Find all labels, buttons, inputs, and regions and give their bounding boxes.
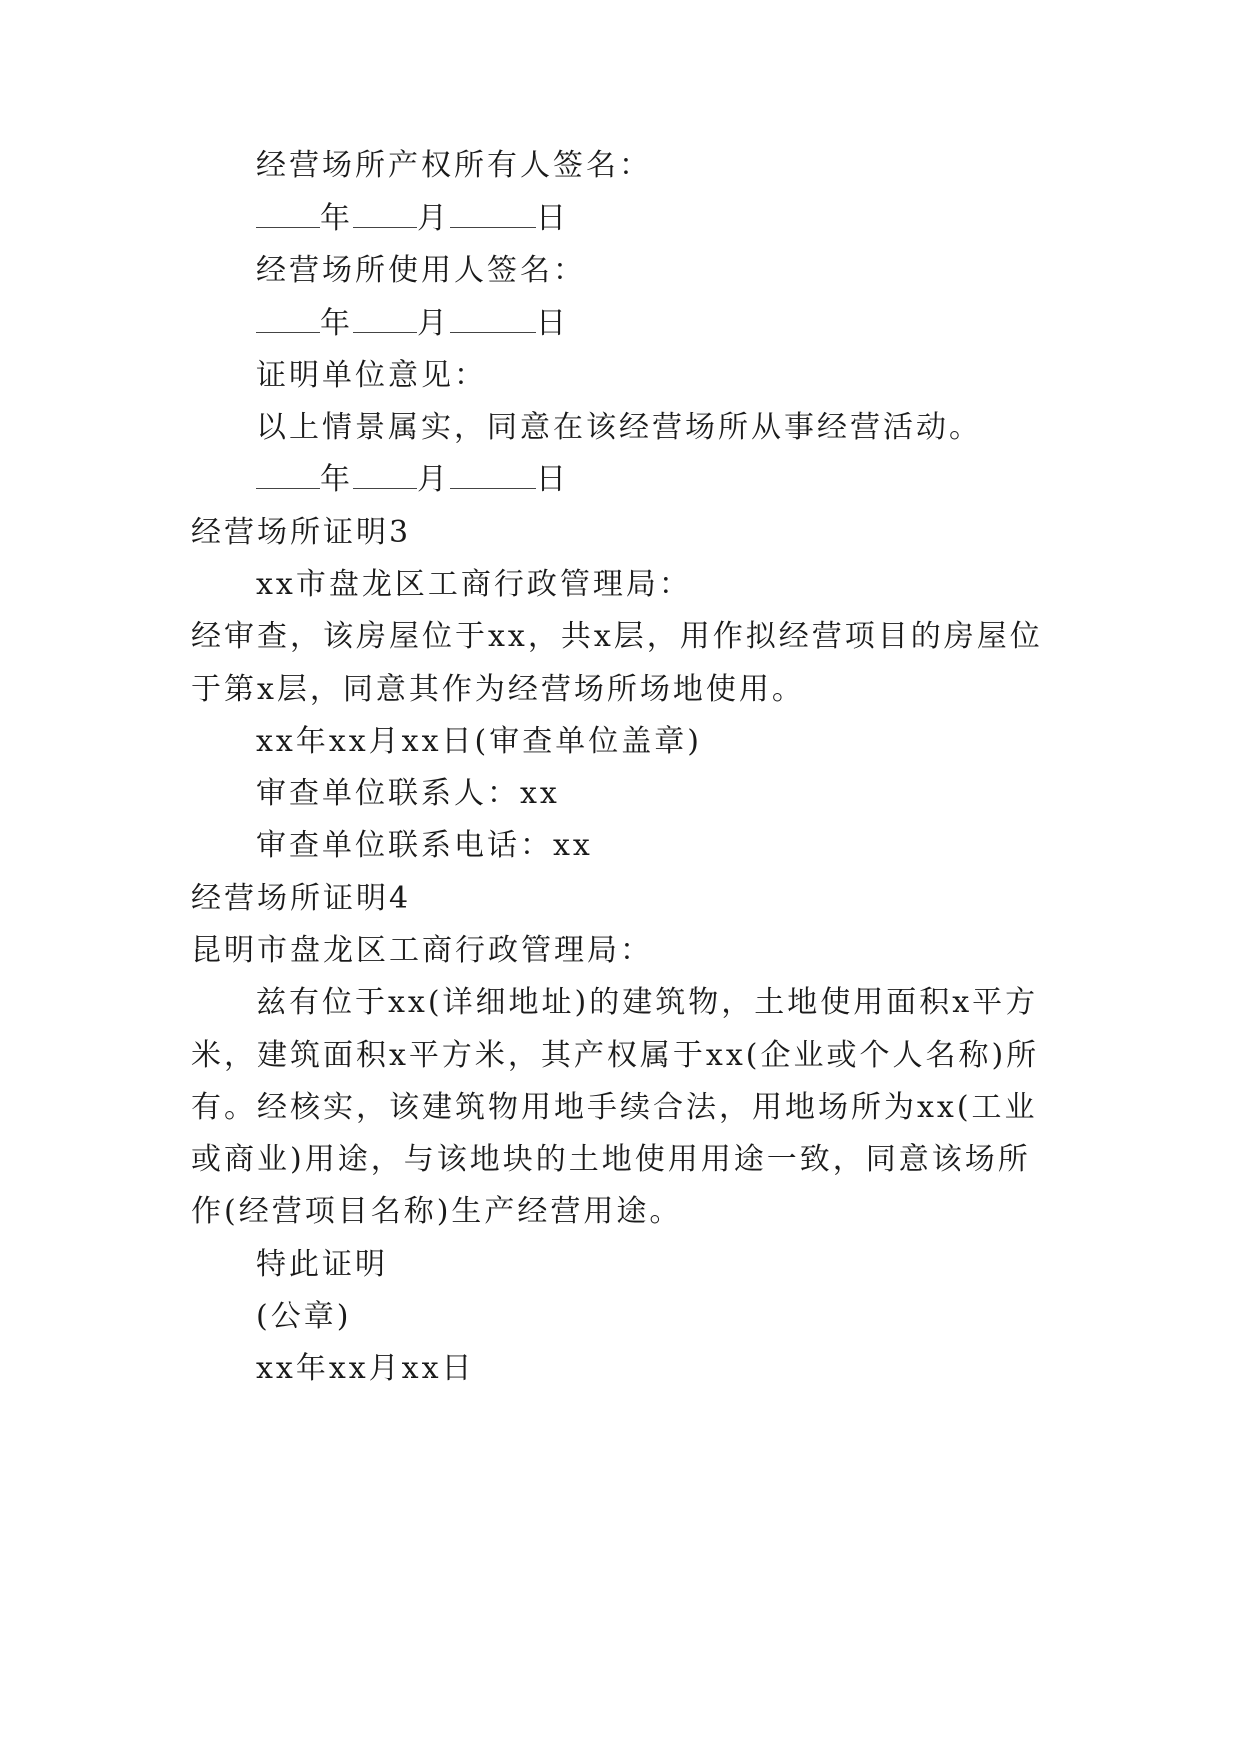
section4-closing: 特此证明	[256, 1247, 388, 1282]
section3-recipient: xx市盘龙区工商行政管理局：	[256, 567, 692, 602]
section3-phone: 审查单位联系电话：xx	[256, 828, 593, 863]
section3-body-line: 经审查，该房屋位于xx，共x层，用作拟经营项目的房屋位	[191, 619, 1043, 654]
month-label: 月	[417, 306, 450, 341]
section4-seal: (公章)	[256, 1299, 352, 1334]
day-label: 日	[536, 462, 569, 497]
section3-heading: 经营场所证明3	[191, 515, 412, 550]
section4-body-line: 作(经营项目名称)生产经营用途。	[191, 1194, 683, 1229]
owner-signature-label: 经营场所产权所有人签名：	[256, 148, 652, 183]
section4-body-line: 有。经核实，该建筑物用地手续合法，用地场所为xx(工业	[191, 1090, 1038, 1125]
blank-year	[256, 462, 320, 489]
blank-month	[353, 201, 417, 228]
month-label: 月	[417, 201, 450, 236]
day-label: 日	[536, 201, 569, 236]
date-line-2	[256, 304, 569, 344]
blank-month	[353, 306, 417, 333]
date-line-3	[256, 460, 569, 500]
opinion-label: 证明单位意见：	[256, 358, 487, 393]
section3-contact: 审查单位联系人：xx	[256, 776, 560, 811]
section3-date-seal: xx年xx月xx日(审查单位盖章)	[256, 724, 702, 759]
section4-date: xx年xx月xx日	[256, 1351, 475, 1386]
section4-body-line: 兹有位于xx(详细地址)的建筑物，土地使用面积x平方	[256, 985, 1039, 1020]
date-line-1	[256, 199, 569, 239]
section4-body-line: 米，建筑面积x平方米，其产权属于xx(企业或个人名称)所	[191, 1038, 1040, 1073]
day-label: 日	[536, 306, 569, 341]
user-signature-label: 经营场所使用人签名：	[256, 253, 586, 288]
blank-year	[256, 201, 320, 228]
year-label: 年	[320, 306, 353, 341]
year-label: 年	[320, 201, 353, 236]
section3-body-line: 于第x层，同意其作为经营场所场地使用。	[191, 672, 805, 707]
blank-day	[450, 462, 536, 489]
section4-heading: 经营场所证明4	[191, 881, 412, 916]
month-label: 月	[417, 462, 450, 497]
opinion-text: 以上情景属实，同意在该经营场所从事经营活动。	[256, 410, 982, 445]
blank-year	[256, 306, 320, 333]
year-label: 年	[320, 462, 353, 497]
section4-recipient: 昆明市盘龙区工商行政管理局：	[191, 933, 653, 968]
blank-month	[353, 462, 417, 489]
section4-body-line: 或商业)用途，与该地块的土地使用用途一致，同意该场所	[191, 1142, 1031, 1177]
blank-day	[450, 201, 536, 228]
blank-day	[450, 306, 536, 333]
